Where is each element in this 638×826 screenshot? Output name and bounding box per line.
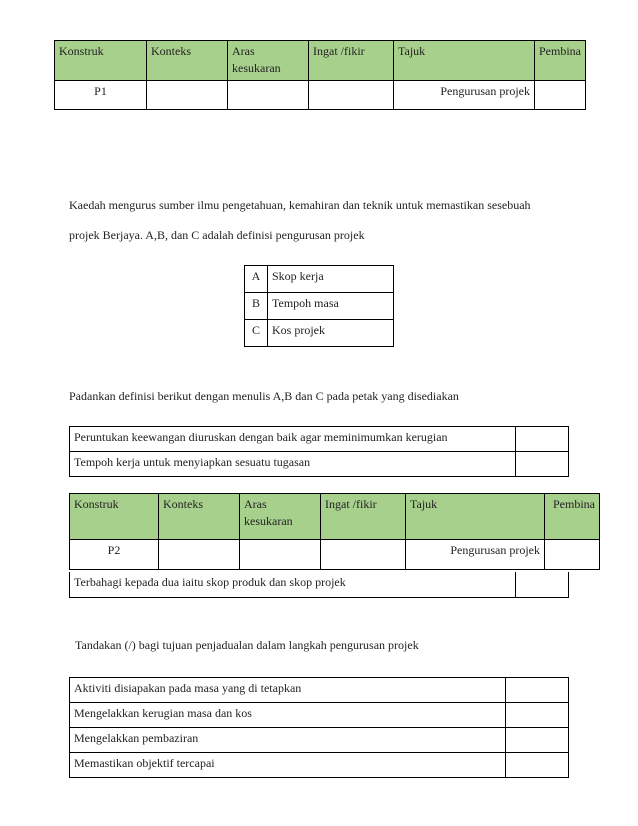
definition-letter: B xyxy=(245,293,268,320)
header-konstruk: Konstruk xyxy=(70,494,159,540)
header-konteks: Konteks xyxy=(147,41,228,81)
header-konteks: Konteks xyxy=(159,494,240,540)
cell-aras[interactable] xyxy=(228,81,309,110)
tick-box[interactable] xyxy=(506,703,569,728)
intro-line-2: projek Berjaya. A,B, dan C adalah definisi pengurusan projek xyxy=(69,228,365,242)
header-ingat: Ingat /fikir xyxy=(309,41,394,81)
tick-statement: Memastikan objektif tercapai xyxy=(70,753,506,778)
match-answer-box[interactable] xyxy=(516,427,569,452)
match-statement: Peruntukan keewangan diuruskan dengan baik agar meminimumkan kerugian xyxy=(70,427,516,452)
header-ingat: Ingat /fikir xyxy=(321,494,406,540)
construct-table-2 xyxy=(69,493,600,570)
intro-line-1: Kaedah mengurus sumber ilmu pengetahuan, kemahiran dan teknik untuk memastikan sesebuah xyxy=(69,198,531,212)
tick-box[interactable] xyxy=(506,678,569,703)
match-answer-box[interactable] xyxy=(516,452,569,477)
header-aras: Aras kesukaran xyxy=(240,494,321,540)
cell-konteks[interactable] xyxy=(159,540,240,570)
tick-statement: Mengelakkan pembaziran xyxy=(70,728,506,753)
instruction-tick: Tandakan (/) bagi tujuan penjadualan dalam langkah pengurusan projek xyxy=(75,638,419,652)
cell-aras[interactable] xyxy=(240,540,321,570)
cell-tajuk: Pengurusan projek xyxy=(394,81,535,110)
header-tajuk: Tajuk xyxy=(406,494,545,540)
match-statement: Tempoh kerja untuk menyiapkan sesuatu tugasan xyxy=(70,452,516,477)
match-statement: Terbahagi kepada dua iaitu skop produk dan skop projek xyxy=(70,572,516,597)
definition-text: Skop kerja xyxy=(268,266,394,293)
definition-text: Kos projek xyxy=(268,320,394,347)
cell-ingat[interactable] xyxy=(321,540,406,570)
cell-ingat[interactable] xyxy=(309,81,394,110)
cell-konstruk: P2 xyxy=(70,540,159,570)
definitions-table xyxy=(244,265,394,347)
definition-letter: C xyxy=(245,320,268,347)
cell-pembina[interactable] xyxy=(535,81,586,110)
header-pembina: Pembina xyxy=(545,494,600,540)
header-aras: Aras kesukaran xyxy=(228,41,309,81)
tick-statement: Mengelakkan kerugian masa dan kos xyxy=(70,703,506,728)
tick-table xyxy=(69,677,569,778)
cell-konteks[interactable] xyxy=(147,81,228,110)
match-answer-box[interactable] xyxy=(516,572,569,597)
tick-box[interactable] xyxy=(506,728,569,753)
header-tajuk: Tajuk xyxy=(394,41,535,81)
definition-letter: A xyxy=(245,266,268,293)
instruction-match: Padankan definisi berikut dengan menulis A,B dan C pada petak yang disediakan xyxy=(69,389,459,403)
cell-pembina[interactable] xyxy=(545,540,600,570)
tick-box[interactable] xyxy=(506,753,569,778)
header-pembina: Pembina xyxy=(535,41,586,81)
cell-konstruk: P1 xyxy=(55,81,147,110)
match-table-continued xyxy=(69,572,569,598)
definition-text: Tempoh masa xyxy=(268,293,394,320)
cell-tajuk: Pengurusan projek xyxy=(406,540,545,570)
header-konstruk: Konstruk xyxy=(55,41,147,81)
tick-statement: Aktiviti disiapakan pada masa yang di tetapkan xyxy=(70,678,506,703)
construct-table-1 xyxy=(54,40,586,110)
match-table xyxy=(69,426,569,477)
